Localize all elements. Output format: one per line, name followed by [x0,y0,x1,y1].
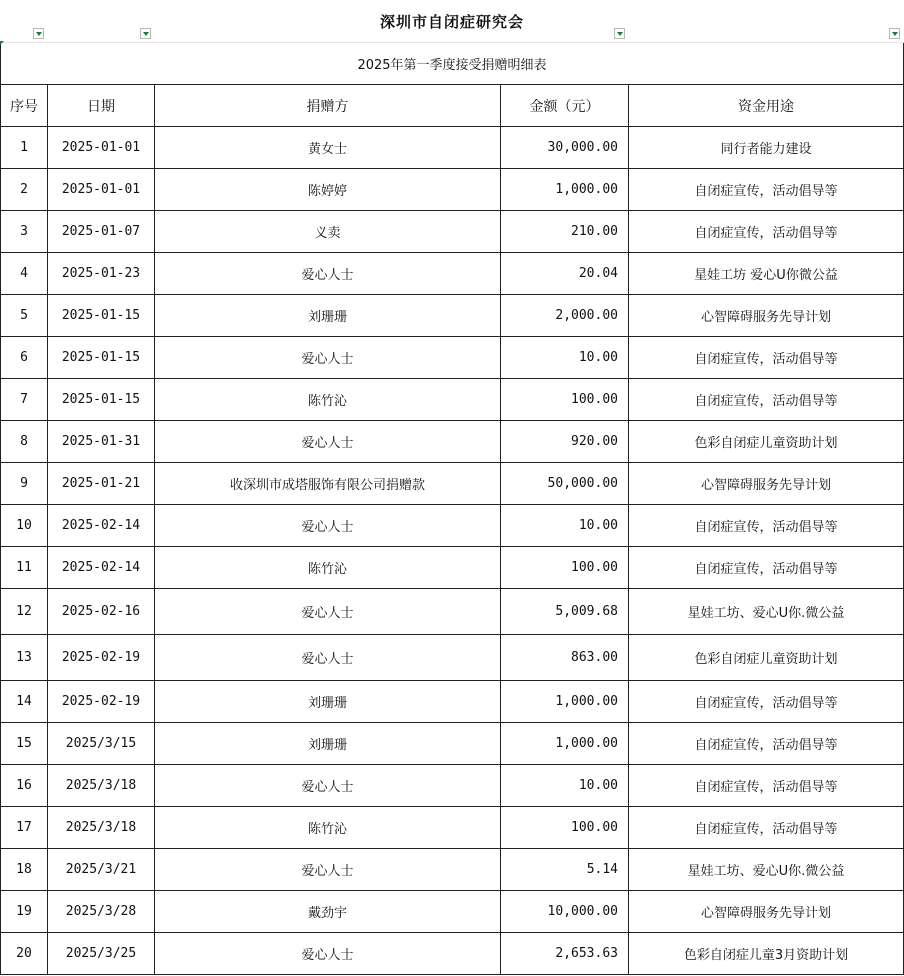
cell-no[interactable]: 1 [1,127,48,169]
cell-purpose[interactable]: 自闭症宣传，活动倡导等 [629,765,904,807]
table-row [1,765,904,807]
cell-purpose[interactable]: 星娃工坊 爱心U你微公益 [629,253,904,295]
cell-date[interactable]: 2025-02-19 [48,635,155,681]
header-cell-date[interactable]: 日期 [48,85,155,127]
cell-amount[interactable]: 1,000.00 [501,723,629,765]
cell-amount[interactable]: 863.00 [501,635,629,681]
cell-purpose[interactable]: 自闭症宣传，活动倡导等 [629,337,904,379]
cell-date[interactable]: 2025-01-01 [48,127,155,169]
table-row [1,463,904,505]
cell-donor[interactable]: 刘珊珊 [155,723,501,765]
cell-amount[interactable]: 2,000.00 [501,295,629,337]
cell-date[interactable]: 2025-02-14 [48,505,155,547]
cell-no[interactable]: 18 [1,849,48,891]
cell-no[interactable]: 5 [1,295,48,337]
table-row [1,211,904,253]
cell-amount[interactable]: 20.04 [501,253,629,295]
cell-no[interactable]: 7 [1,379,48,421]
cell-date[interactable]: 2025/3/18 [48,765,155,807]
sheet-subtitle: 2025年第一季度接受捐赠明细表 [357,58,547,73]
cell-no[interactable]: 4 [1,253,48,295]
cell-donor[interactable]: 爱心人士 [155,589,501,635]
sheet-title: 深圳市自闭症研究会 [379,13,524,31]
table-row [1,547,904,589]
cell-amount[interactable]: 100.00 [501,379,629,421]
cell-purpose[interactable]: 星娃工坊、爱心U你.微公益 [629,589,904,635]
cell-donor[interactable]: 爱心人士 [155,849,501,891]
cell-amount[interactable]: 5,009.68 [501,589,629,635]
cell-comment-marker [0,41,4,45]
cell-date[interactable]: 2025-02-19 [48,681,155,723]
cell-amount[interactable]: 210.00 [501,211,629,253]
title-row [0,0,904,43]
header-row [1,85,904,127]
cell-no[interactable]: 12 [1,589,48,635]
cell-donor[interactable]: 黄女士 [155,127,501,169]
cell-purpose[interactable]: 色彩自闭症儿童资助计划 [629,421,904,463]
cell-donor[interactable]: 陈婷婷 [155,169,501,211]
cell-date[interactable]: 2025-02-14 [48,547,155,589]
cell-date[interactable]: 2025-01-31 [48,421,155,463]
table-row [1,723,904,765]
cell-date[interactable]: 2025/3/21 [48,849,155,891]
table-body [1,127,904,975]
header-cell-no[interactable]: 序号 [1,85,48,127]
filter-dropdown-icon[interactable] [889,28,900,39]
cell-donor[interactable]: 戴劲宇 [155,891,501,933]
filter-dropdown-icon[interactable] [33,28,44,39]
cell-donor[interactable]: 爱心人士 [155,933,501,975]
cell-donor[interactable]: 爱心人士 [155,337,501,379]
cell-purpose[interactable]: 自闭症宣传，活动倡导等 [629,505,904,547]
cell-amount[interactable]: 1,000.00 [501,169,629,211]
cell-purpose[interactable]: 自闭症宣传，活动倡导等 [629,547,904,589]
cell-no[interactable]: 8 [1,421,48,463]
cell-date[interactable]: 2025-02-16 [48,589,155,635]
cell-date[interactable]: 2025-01-15 [48,295,155,337]
cell-donor[interactable]: 爱心人士 [155,635,501,681]
cell-purpose[interactable]: 色彩自闭症儿童3月资助计划 [629,933,904,975]
cell-donor[interactable]: 陈竹沁 [155,807,501,849]
table-row [1,253,904,295]
table-row [1,589,904,635]
cell-date[interactable]: 2025/3/18 [48,807,155,849]
table-row [1,379,904,421]
header-cell-donor[interactable]: 捐赠方 [155,85,501,127]
table-row [1,337,904,379]
cell-amount[interactable]: 5.14 [501,849,629,891]
cell-purpose[interactable]: 星娃工坊、爱心U你.微公益 [629,849,904,891]
cell-amount[interactable]: 100.00 [501,807,629,849]
table-row [1,807,904,849]
table-row [1,169,904,211]
cell-amount[interactable]: 100.00 [501,547,629,589]
cell-purpose[interactable]: 自闭症宣传，活动倡导等 [629,681,904,723]
table-row [1,681,904,723]
cell-purpose[interactable]: 自闭症宣传，活动倡导等 [629,807,904,849]
cell-donor[interactable]: 义卖 [155,211,501,253]
table-row [1,421,904,463]
header-cell-amount[interactable]: 金额（元） [501,85,629,127]
cell-no[interactable]: 3 [1,211,48,253]
cell-date[interactable]: 2025-01-01 [48,169,155,211]
cell-date[interactable]: 2025-01-23 [48,253,155,295]
cell-no[interactable]: 11 [1,547,48,589]
cell-no[interactable]: 14 [1,681,48,723]
table-row [1,849,904,891]
cell-purpose[interactable]: 自闭症宣传，活动倡导等 [629,169,904,211]
cell-no[interactable]: 15 [1,723,48,765]
cell-purpose[interactable]: 自闭症宣传，活动倡导等 [629,379,904,421]
cell-purpose[interactable]: 色彩自闭症儿童资助计划 [629,635,904,681]
cell-amount[interactable]: 10.00 [501,337,629,379]
cell-donor[interactable]: 爱心人士 [155,421,501,463]
cell-no[interactable]: 19 [1,891,48,933]
cell-purpose[interactable]: 同行者能力建设 [629,127,904,169]
cell-donor[interactable]: 陈竹沁 [155,379,501,421]
cell-date[interactable]: 2025-01-21 [48,463,155,505]
cell-amount[interactable]: 50,000.00 [501,463,629,505]
cell-donor[interactable]: 爱心人士 [155,765,501,807]
cell-donor[interactable]: 爱心人士 [155,253,501,295]
cell-date[interactable]: 2025-01-15 [48,379,155,421]
cell-date[interactable]: 2025/3/15 [48,723,155,765]
cell-no[interactable]: 9 [1,463,48,505]
cell-donor[interactable]: 收深圳市成塔服饰有限公司捐赠款 [155,463,501,505]
table-row [1,127,904,169]
cell-date[interactable]: 2025/3/28 [48,891,155,933]
table-row [1,295,904,337]
cell-amount[interactable]: 920.00 [501,421,629,463]
subtitle-row [0,43,904,84]
cell-donor[interactable]: 陈竹沁 [155,547,501,589]
cell-no[interactable]: 6 [1,337,48,379]
cell-purpose[interactable]: 自闭症宣传，活动倡导等 [629,211,904,253]
filter-dropdown-icon[interactable] [140,28,151,39]
cell-amount[interactable]: 30,000.00 [501,127,629,169]
cell-purpose[interactable]: 心智障碍服务先导计划 [629,891,904,933]
cell-date[interactable]: 2025-01-15 [48,337,155,379]
cell-amount[interactable]: 2,653.63 [501,933,629,975]
cell-purpose[interactable]: 自闭症宣传，活动倡导等 [629,723,904,765]
cell-no[interactable]: 17 [1,807,48,849]
filter-dropdown-icon[interactable] [614,28,625,39]
header-cell-purpose[interactable]: 资金用途 [629,85,904,127]
table-row [1,933,904,975]
cell-no[interactable]: 2 [1,169,48,211]
table-row [1,891,904,933]
cell-date[interactable]: 2025-01-07 [48,211,155,253]
cell-no[interactable]: 20 [1,933,48,975]
cell-no[interactable]: 16 [1,765,48,807]
cell-purpose[interactable]: 心智障碍服务先导计划 [629,295,904,337]
cell-amount[interactable]: 10.00 [501,765,629,807]
table-row [1,505,904,547]
cell-purpose[interactable]: 心智障碍服务先导计划 [629,463,904,505]
donation-table [0,84,904,975]
table-row [1,635,904,681]
cell-donor[interactable]: 刘珊珊 [155,295,501,337]
cell-donor[interactable]: 爱心人士 [155,505,501,547]
cell-no[interactable]: 10 [1,505,48,547]
cell-amount[interactable]: 1,000.00 [501,681,629,723]
cell-date[interactable]: 2025/3/25 [48,933,155,975]
cell-donor[interactable]: 刘珊珊 [155,681,501,723]
cell-no[interactable]: 13 [1,635,48,681]
cell-amount[interactable]: 10.00 [501,505,629,547]
cell-amount[interactable]: 10,000.00 [501,891,629,933]
